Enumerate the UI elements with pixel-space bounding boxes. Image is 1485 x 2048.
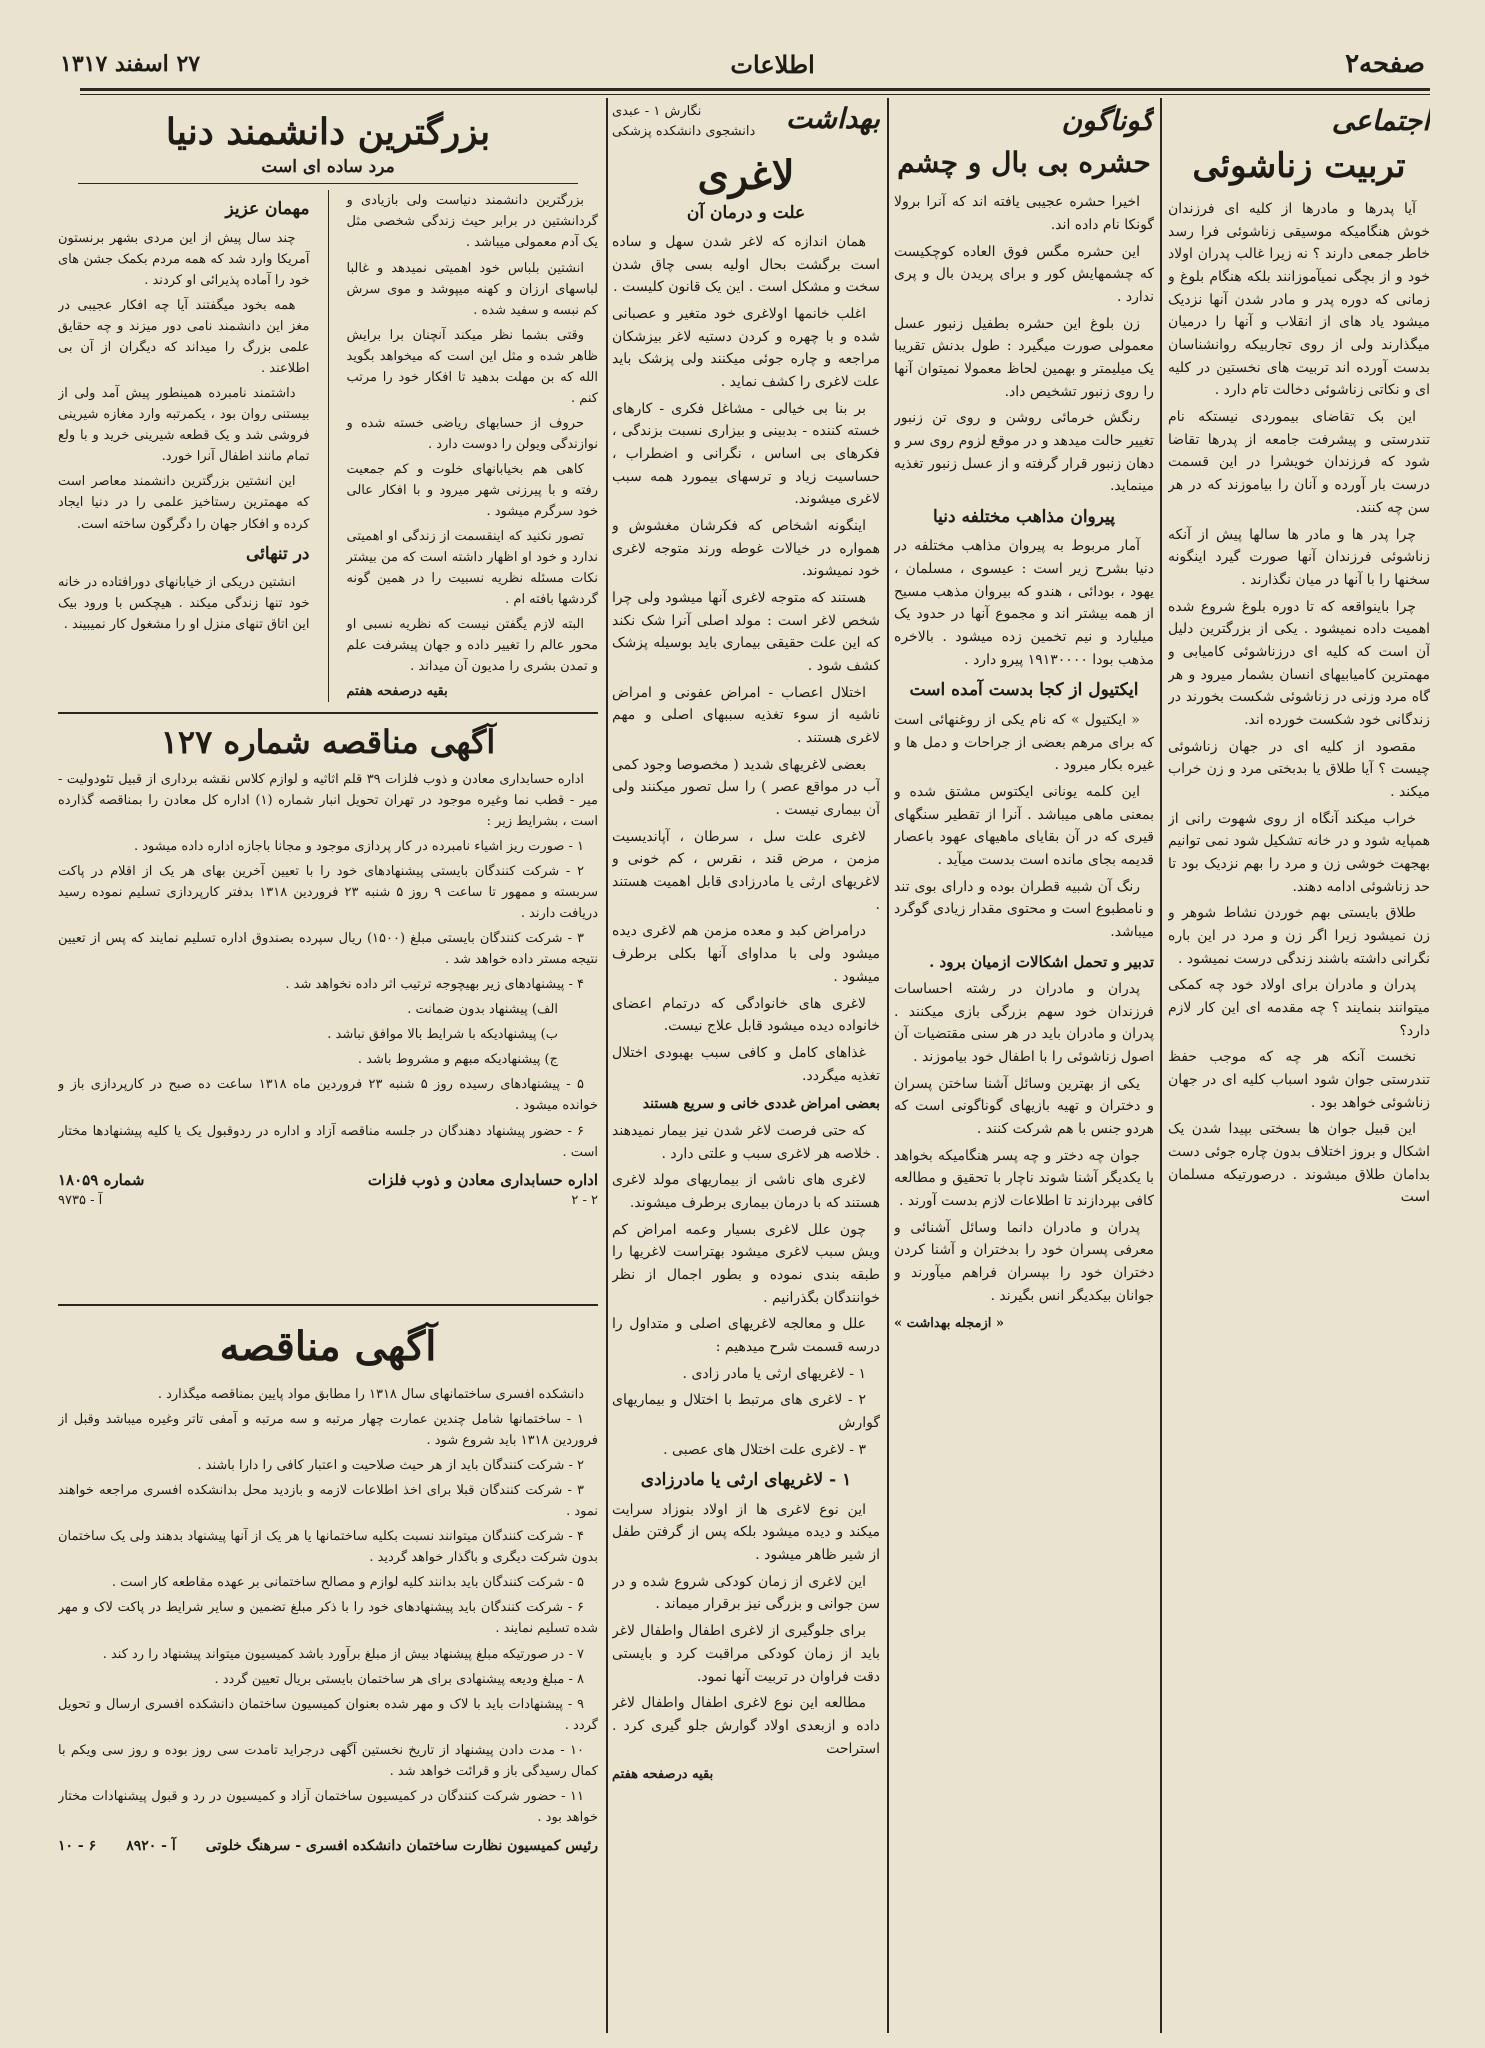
ad-127-codes	[58, 1193, 598, 1208]
scientists-subcolumns	[58, 190, 598, 702]
paragraph: دانشکده افسری ساختمانهای سال ۱۳۱۸ را مطابق مواد پایین بمناقصه میگذارد .	[157, 1387, 584, 1402]
paragraph: رنگش خرمائی روشن و روی تن زنبور تغییر حالت میدهد و در موقع لزوم روی سر و دهان زنبور قرار گرفته و از عسل زنبور تغذیه مینماید.	[894, 410, 1154, 495]
paragraph: چرا باینواقعه که تا دوره بلوغ شروع شده اهمیت داده نمیشود . یکی از بزرگترین دلیل آن است که کلیه ای درزناشوئی کامیابی و مهمترین کامیابیهای انسان بشمار میرود و هر گاه مرد وزنی در زناشوئی شکست بخورند در زندگانی خود شکست خورده اند.	[1168, 598, 1430, 728]
paragraph: داشتمند نامبرده همینطور پیش آمد ولی از بیستنی روان بود ، یکمرتبه وارد مغازه شیرینی فروشی شد و یک قطعه شیرینی خرید و با ولع تمام مانند اطفال آنرا خورد.	[58, 386, 310, 465]
kicker-misc: گوناگون	[1061, 104, 1154, 137]
ad-tender-code: آ - ۸۹۲۰	[126, 1837, 176, 1854]
paragraph: نخست آنکه هر چه که موجب حفظ تندرستی جوان شود اسباب کلیه ای در جهان زناشوئی خواهد بود .	[1168, 1049, 1430, 1111]
list-item: ج) پیشنهادیکه مبهم و مشروط باشد .	[357, 1052, 558, 1068]
headline-misc: حشره بی بال و چشم	[897, 146, 1151, 179]
paragraph: علل و معالجه لاغریهای اصلی و متداول را درسه قسمت شرح میدهیم :	[612, 1316, 880, 1355]
divider-health-right	[606, 98, 608, 2033]
divider-misc-health	[887, 98, 889, 2033]
paragraph: طلاق بایستی بهم خوردن نشاط شوهر و زن نمیشود زیرا اگر زن و مرد در این باره نگرانی داشته باشند زندگی درست نمیشود .	[1168, 905, 1430, 967]
list-item: ۲ - شرکت کنندگان بایستی پیشنهادهای خود را با تعیین آخرین بهای هر یک از اقلام در پاکت سربسته و ممهور تا ساعت ۹ روز ۵ شنبه ۲۳ فروردین ۱۳۱۸ بدفتر کارپردازی تسلیم نموده رسید دریافت دارند .	[58, 863, 598, 922]
masthead-rule-thin	[80, 94, 1430, 95]
list-item: ۹ - پیشنهادات باید با لاک و مهر شده بعنوان کمیسیون ساختمان دانشکده افسری ارسال و تحویل گردد .	[58, 1696, 598, 1733]
list-item: ۳ - شرکت کنندگان قبلا برای اخذ اطلاعات لازمه و بازدید محل بدانشکده افسری مراجعه خواهند نمود .	[58, 1483, 598, 1520]
paragraph: « ایکتیول » که نام یکی از روغنهائی است که برای مرهم بعضی از جراحات و دمل ها و غیره بکار میرود .	[894, 712, 1154, 774]
paragraph: این بک تقاضای بیموردی نیستکه نام تندرستی و پیشرفت جامعه از پدرها تقاضا شود که فرزندان خویشرا در این قسمت درست بار آورده و آنان را بیاموزند که در هر سن چه کنند.	[1168, 409, 1430, 516]
paragraph: حروف از حسابهای ریاضی خسته شده و نوازندگی ویولن را دوست دارد .	[346, 415, 598, 452]
list-item: ۱ - صورت ریز اشیاء نامبرده در کار پردازی موجود و مجانا باجازه اداره داده میشود .	[134, 838, 584, 854]
divider-social-misc	[1160, 98, 1162, 2033]
byline	[612, 102, 755, 141]
list-item: ۲ - شرکت کنندگان باید از هر حیث صلاحیت و اعتبار کافی را دارا باشند .	[197, 1458, 584, 1474]
ad-127-code: آ - ۹۷۳۵	[58, 1192, 103, 1208]
headline-social: تربیت زناشوئی	[1192, 146, 1406, 186]
paragraph: این قبیل جوان ها بسختی بپیدا شدن یک اشکال و بروز اختلاف بدون چاره جوئی دست بدامان طلاق میشوند . درصورتیکه مسلمان است	[1168, 1121, 1430, 1206]
body-social	[1168, 198, 1430, 1209]
paragraph: این کلمه یونانی ایکتوس مشتق شده و بمعنی ماهی میباشد . آنرا از تقطیر سنگهای قیری که در آن بقایای ماهیهای عهود باعصار قدیمه بجای مانده است بدست میآید .	[894, 784, 1154, 869]
subhead-religions: پیروان مذاهب مختلفه دنیا	[933, 506, 1115, 527]
section-rule	[58, 712, 598, 714]
body-health	[612, 231, 880, 1785]
paragraph: زن بلوغ این حشره بطفیل زنبور عسل معمولی صورت میگیرد : طول بدنش تقریبا یک میلیمتر و بهمین لحاظ معمولا نمیتوان آنها را روی زنبور تشخیص داد.	[894, 315, 1154, 400]
column-social	[1168, 98, 1430, 2033]
column-misc	[894, 98, 1154, 2033]
continued-note: « ازمجله بهداشت »	[894, 1316, 1005, 1332]
paragraph: ۲ - لاغری های مرتبط با اختلال و بیماریهای گوارش	[612, 1392, 880, 1431]
byline-title: دانشجوی دانشکده پزشکی	[612, 123, 756, 139]
paragraph: اداره حسابداری معادن و ذوب فلزات ۳۹ قلم اثاثیه و لوازم کلاس نقشه برداری از قبیل تئودولیت - میر - قطب نما وغیره موجود در تهران تحویل انبار شماره (۱) اداره کل معادن را بمناقصه گذارده است ، بشرایط زیر :	[58, 771, 598, 829]
paper-name: اطلاعات	[730, 49, 815, 79]
paragraph: لاغری علت سل ، سرطان ، آپاندیسیت مزمن ، مرض قند ، نقرس ، کم خونی و لاغریهای ارثی یا مادرزادی قابل اهمیت هستند .	[612, 828, 880, 913]
headline-ad-127: آگهی مناقصه شماره ۱۲۷	[160, 723, 496, 761]
paragraph: آمار مربوط به پیروان مذاهب مختلفه در دنیا بشرح زیر است : عیسوی ، مسلمان ، یهود ، بودائی ، هندو که بیروان مذهب مسیح از همه بیشتر اند و مجموع آنها در حدود یک میلیارد و نیم تخمین زده میشود . بالاخره مذهب بودا ۱۹۱۳۰۰۰۰ پیرو دارد .	[894, 538, 1154, 668]
kicker-health: بهداشت	[785, 102, 880, 135]
inner-divider	[328, 190, 329, 702]
paragraph: همه بخود میگفتند آیا چه افکار عجیبی در مغز این دانشمند نامی دور میزند و چه حقایق علمی بزرگ را میداند که دیگران از آن بی اطلاعند .	[58, 298, 310, 377]
headline-ad-tender: آگهی مناقصه	[219, 1323, 437, 1370]
paragraph: پدران و مادران برای اولاد خود چه کمکی میتوانند بنمایند ؟ چه مقدمه ای این کار لازم دارد؟	[1168, 977, 1430, 1039]
paragraph: این نوع لاغری ها از اولاد بنوزاد سرایت میکند و دیده میشود بلکه پس از گرفتن طفل از شیر ظاهر میشود .	[612, 1501, 880, 1564]
masthead	[60, 44, 1425, 84]
paragraph: جوان چه دختر و چه پسر هنگامیکه بخواهد با یکدیگر آشنا شوند ناچار با تحقیق و مطالعه کافی بپردازند تا اطلاعات لازم بدست آورند .	[894, 1147, 1154, 1210]
paragraph: هستند که متوجه لاغری آنها میشود ولی چرا شخص لاغر است : مولد اصلی آنرا شک نکند که این علت حقیقی بیماری باید بوسیله پزشک کشف شود .	[612, 590, 880, 675]
section-rule	[58, 1304, 598, 1306]
paragraph: که حتی فرصت لاغر شدن نیز بیمار نمیدهند . خلاصه هر لاغری سبب و علتی دارد .	[612, 1122, 880, 1162]
paragraph: چرا پدر ها و مادر ها سالها پیش از آنکه زناشوئی فرزندان آنها صورت گیرد اینگونه سخنها را با آنها در میان نگذارند .	[1168, 526, 1430, 588]
subhead-health-3: ۱ - لاغریهای ارثی یا مادرزادی	[640, 1470, 852, 1491]
list-item: ۱۰ - مدت دادن پیشنهاد از تاریخ نخستین آگهی درجراید تامدت سی روز بوده و روز سی ویکم با کمال رسیدگی باز و قرائت خواهد شد .	[58, 1742, 598, 1779]
paragraph: البته لازم یگفتن نیست که نظریه نسبی او محور عالم را تغییر داده و جهان پیشرفت علم و تمدن بشری را مدیون آن میداند .	[346, 617, 598, 675]
paragraph: این لاغری از زمان کودکی شروع شده و در سن جوانی و بزرگی نیز برقرار میماند .	[612, 1573, 880, 1613]
paragraph: انشتین بلباس خود اهمیتی نمیدهد و غالبا لباسهای ارزان و کهنه میپوشد و موی سرش کم نبسه و سفید شده .	[346, 260, 598, 318]
paragraph: انشتین دریکی از خیابانهای دورافتاده در خانه خود تنها زندگی میکند . هیچکس با ورود بیک این اتاق تنهای منزل او را مشغول کار نمیبیند .	[58, 575, 310, 633]
paragraph: اختلال اعصاب - امراض عفونی و امراض ناشیه از سوء تغذیه سببهای اصلی و مهم لاغری هستند .	[612, 684, 880, 747]
paragraph: چند سال پیش از این مردی بشهر برنستون آمریکا وارد شد که همه مردم بکمک جشن های خود را آماده پذیرائی او کردند .	[58, 230, 310, 289]
paragraph: همان اندازه که لاغر شدن سهل و ساده است برگشت بحال اولیه بسی چاق شدن سخت و مشکل است . این یک قانون کلیست .	[612, 234, 880, 296]
paragraph: ۳ - لاغری علت اختلال های عصبی .	[663, 1441, 866, 1458]
ad-127-signature: اداره حسابداری معادن و ذوب فلزات	[367, 1170, 598, 1189]
paragraph: رنگ آن شبیه قطران بوده و دارای بوی تند و نامطبوع است و محتوی مقدار زیادی گوگرد میباشد.	[894, 878, 1154, 941]
ad-tender-body	[58, 1384, 598, 1828]
continued-note: بقیه درصفحه هفتم	[612, 1767, 714, 1783]
scientists-col-a	[347, 190, 599, 702]
paragraph: کاهی هم بخیابانهای خلوت و کم جمعیت رفته و با پیرزنی شهر میرود و با افکار عالی خود سرگرم میشود .	[346, 461, 598, 520]
health-header	[612, 102, 880, 141]
paragraph: این حشره مگس فوق العاده کوچکیست که چشمهایش کور و برای پریدن بال و پری ندارد .	[894, 243, 1154, 305]
paragraph: مقصود از کلیه ای در جهان زناشوئی چیست ؟ آیا طلاق یا بدبختی مرد و زن خراب میکند .	[1168, 738, 1430, 800]
paragraph: ۱ - لاغریهای ارثی یا مادر زادی .	[682, 1365, 866, 1382]
ad-tender-code-2: ۶ - ۱۰	[58, 1837, 97, 1854]
list-item: ب) پیشنهادیکه با شرایط بالا موافق نباشد .	[327, 1027, 558, 1043]
paragraph: درامراض کبد و معده مزمن هم لاغری دیده میشود ولی با مداوای آنها بکلی برطرف میشود .	[612, 923, 880, 985]
paragraph: چون علل لاغری بسیار وعمه امراض کم ویش سبب لاغری میشود بهتراست لاغریها را طبقه بندی نموده و بطور اجمال از نظر خوانندگان بگذرانیم .	[612, 1221, 880, 1306]
list-item: ۷ - در صورتیکه مبلغ پیشنهاد بیش از مبلغ برآورد باشد کمیسیون میتواند پیشنهاد را رد کند .	[102, 1646, 584, 1662]
headline-underline	[78, 183, 578, 184]
paragraph: تصور نکنید که اینقسمت از زندگی او اهمیتی ندارد و خود او اظهار داشته است که من بیشتر نکات مسئله نظریه نسبیت را در همین گونه گردشها بافته ام .	[346, 529, 598, 608]
paragraph: اغلب خانمها اولاغری خود متغیر و عصبانی شده و با چهره و کردن دستیه لاغر بیزشکان مراجعه و چاره جوئی میکنند ولی پزشک باید علت لاغری را کشف نماید .	[612, 306, 880, 391]
ad-127-serial: شماره ۱۸۰۵۹	[58, 1170, 145, 1189]
ad-127-code-2: ۲ - ۲	[571, 1192, 598, 1208]
masthead-rule	[80, 88, 1430, 91]
scientists-col-b	[58, 190, 310, 702]
headline-health: لاغری	[697, 152, 795, 199]
subhead-guest: مهمان عزیز	[225, 199, 310, 220]
list-item: ۵ - پیشنهادهای رسیده روز ۵ شنبه ۲۳ فروردین ماه ۱۳۱۸ ساعت ده صبح در کارپردازی باز و خوانده میشود .	[58, 1077, 598, 1114]
subhead-health: علت و درمان آن	[686, 203, 806, 223]
paragraph: بعضی لاغریهای شدید ( مخصوصا وجود کمی آب در مواقع عصر ) را سل تصور میکنند ولی آن بیماری نیست .	[612, 756, 880, 819]
list-item: ۴ - پیشنهادهای زیر بهیچوجه ترتیب اثر داده نخواهد شد .	[285, 977, 584, 993]
page-label: صفحه۲	[1345, 49, 1425, 79]
paragraph: اینگونه اشخاص که فکرشان مغشوش و همواره در خیالات غوطه ورند متوجه لاغری خود نمیشوند.	[612, 518, 880, 580]
paragraph: پدران و مادران در رشته احساسات فرزندان خود سهم بزرگی بازی میکنند . پدران و مادران باید در هر سنی مقتضیات آن اصول زناشوئی را با اطفال خود بیاموزند .	[894, 981, 1154, 1066]
headline-scientists: بزرگترین دانشمند دنیا	[165, 111, 491, 153]
ad-127-footer	[58, 1171, 598, 1189]
paragraph: غذاهای کامل و کافی سبب بهبودی اختلال تغذیه میگردد.	[612, 1044, 880, 1084]
list-item: ۴ - شرکت کنندگان میتوانند نسبت بکلیه ساختمانها یا هر یک از آنها پیشنهاد بدهند ولی یک ساختمان بدون شرکت دیگری و باگذار خواهد گردید .	[58, 1529, 598, 1566]
list-item: ۶ - شرکت کنندگان باید پیشنهادهای خود را با ذکر مبلغ تضمین و سایر شرایط در پاکت لاک و مهر شده تسلیم نمایند .	[58, 1600, 598, 1637]
list-item: ۳ - شرکت کنندگان بایستی مبلغ (۱۵۰۰) ریال سپرده بصندوق اداره تسلیم نمایند که پس از تعیین نتیجه مستر داده خواهد شد .	[58, 931, 598, 968]
list-item: ۱۱ - حضور شرکت کنندگان در کمیسیون ساختمان آزاد و کمیسیون در رد و قبول پیشنهادات مختار خواهد بود .	[58, 1788, 598, 1825]
paragraph: بر بنا بی خیالی - مشاغل فکری - کارهای خسته کننده - بدبینی و بیزاری نسبت بزندگی ، فکرهای بی اساس ، نگرانی و اضطراب ، حساسیت زیاد و ترسهای بیمورد همه سبب لاغری میشوند.	[612, 400, 880, 508]
column-health	[612, 98, 880, 2033]
ad-tender-127	[58, 718, 598, 1298]
byline-author: نگارش ۱ - عبدی	[612, 104, 702, 119]
list-item: ۵ - شرکت کنندگان باید بدانند کلیه لوازم و مصالح ساختمانی بر عهده مقاطعه کار است .	[111, 1575, 584, 1591]
paragraph: بزرگترین دانشمند دنیاست ولی بازیادی و گردانشتین در برابر حیث زندگی شخصی مثل یک آدم معمولی میباشد .	[346, 193, 598, 251]
ad-127-body	[58, 769, 598, 1163]
paragraph: خراب میکند آنگاه از روی شهوت رانی از همپایه شود و در خانه تشکیل شود نمی توانیم بهجهت خوشی زن و مرد را بهم نزدیک بود تا حد زناشوئی ادامه دهند.	[1168, 810, 1430, 895]
kicker-social: اجتماعی	[1331, 104, 1430, 137]
issue-date: ۲۷ اسفند ۱۳۱۷	[60, 51, 201, 77]
list-item: الف) پیشنهاد بدون ضمانت .	[407, 1002, 558, 1018]
paragraph: لاغری های خانوادگی که درتمام اعضای خانواده دیده میشود قابل علاج نیست.	[612, 995, 880, 1035]
paragraph: آیا پدرها و مادرها از کلیه ای فرزندان خوش هنگامیکه موسیقی زناشوئی فرا رسد خاطر جمعی دارند ؟ نه زیرا غالب پدران اولاد خود و از بچگی نمیآموزانند بلکه هنگام بلوغ و زمانی که دوره پدر و مادر شدن آنها نزدیک میشود یاد های از انقلاب و آنها را درمیان میگذارند ولی از روی تجاربیکه روانشناسان بدست آورده اند تربیت های نخستین در کلیه ای و نکاتی زناشوئی دخالت تام دارد .	[1168, 201, 1430, 399]
ad-tender-signature: رئیس کمیسیون نظارت ساختمان دانشکده افسری - سرهنگ خلوتی	[205, 1837, 598, 1854]
paragraph: لاغری های ناشی از بیماریهای مولد لاغری هستند که با درمان بیماری برطرف میشوند.	[612, 1172, 880, 1211]
subhead-scientists: مرد ساده ای است	[261, 157, 395, 178]
ad-tender-footer	[58, 1838, 598, 1854]
subhead-alone: در تنهائی	[246, 543, 310, 564]
ad-tender-academy	[58, 1310, 598, 2030]
paragraph: یکی از بهترین وسائل آشنا ساختن پسران و دختران و تهیه بازیهای گوناگونی است که هردو جنس با هم شرکت کنند .	[894, 1075, 1154, 1138]
column-scientists	[58, 98, 598, 710]
subhead-patience: تدبیر و تحمل اشکالات ازمیان برود .	[929, 952, 1154, 971]
list-item: ۸ - مبلغ ودیعه پیشنهادی برای هر ساختمان بایستی بریال تعیین گردد .	[214, 1671, 584, 1687]
list-item: ۶ - حضور پیشنهاد دهندگان در جلسه مناقصه آزاد و اداره در ردوقبول یک یا کلیه پیشنهادها مختار است .	[58, 1123, 598, 1160]
paragraph: پدران و مادران دانما وسائل آشنائی و معرفی پسران خود را بدختران و آشنا کردن دختران خود را بپسران فراهم میآورند و جوانان بیکدیگر انس بگیرند .	[894, 1219, 1154, 1304]
paragraph: اخیرا حشره عجیبی یافته اند که آنرا برولا گونکا نام داده اند.	[894, 194, 1154, 233]
paragraph: این انشتین بزرگترین دانشمند معاصر است که مهمترین رستاخیز علمی را در دنیا ایجاد کرده و افکار جهان را دگرگون ساخته است.	[58, 474, 310, 532]
continued-note: بقیه درصفحه هفتم	[346, 684, 448, 700]
paragraph: مطالعه این نوع لاغری اطفال واطفال لاغر داده و ازبعدی اولاد گوارش جلو گیری کرد . استراحت	[612, 1695, 880, 1757]
paragraph: وقتی بشما نظر میکند آنچنان برا برایش ظاهر شده و مثل این است که میخواهد بگوید الله که بن مهلت بدهید تا افکار خود را مرتب کنم .	[346, 327, 598, 406]
body-misc	[894, 191, 1154, 1334]
subhead-health-2: بعضی امراض غددی خانی و سریع هستند	[642, 1096, 880, 1113]
subhead-icterus: ایکتیول از کجا بدست آمده است	[909, 680, 1139, 701]
paragraph: برای جلوگیری از لاغری اطفال واطفال لاغر باید از زمان کودکی مراقبت کرد و بایستی دقت فراوان در تربیت آنها نمود.	[612, 1623, 880, 1685]
list-item: ۱ - ساختمانها شامل چندین عمارت چهار مرتبه و سه مرتبه و آمفی تاتر وغیره میباشد وقبل از فروردین ۱۳۱۸ باید شروع شود .	[58, 1412, 598, 1449]
